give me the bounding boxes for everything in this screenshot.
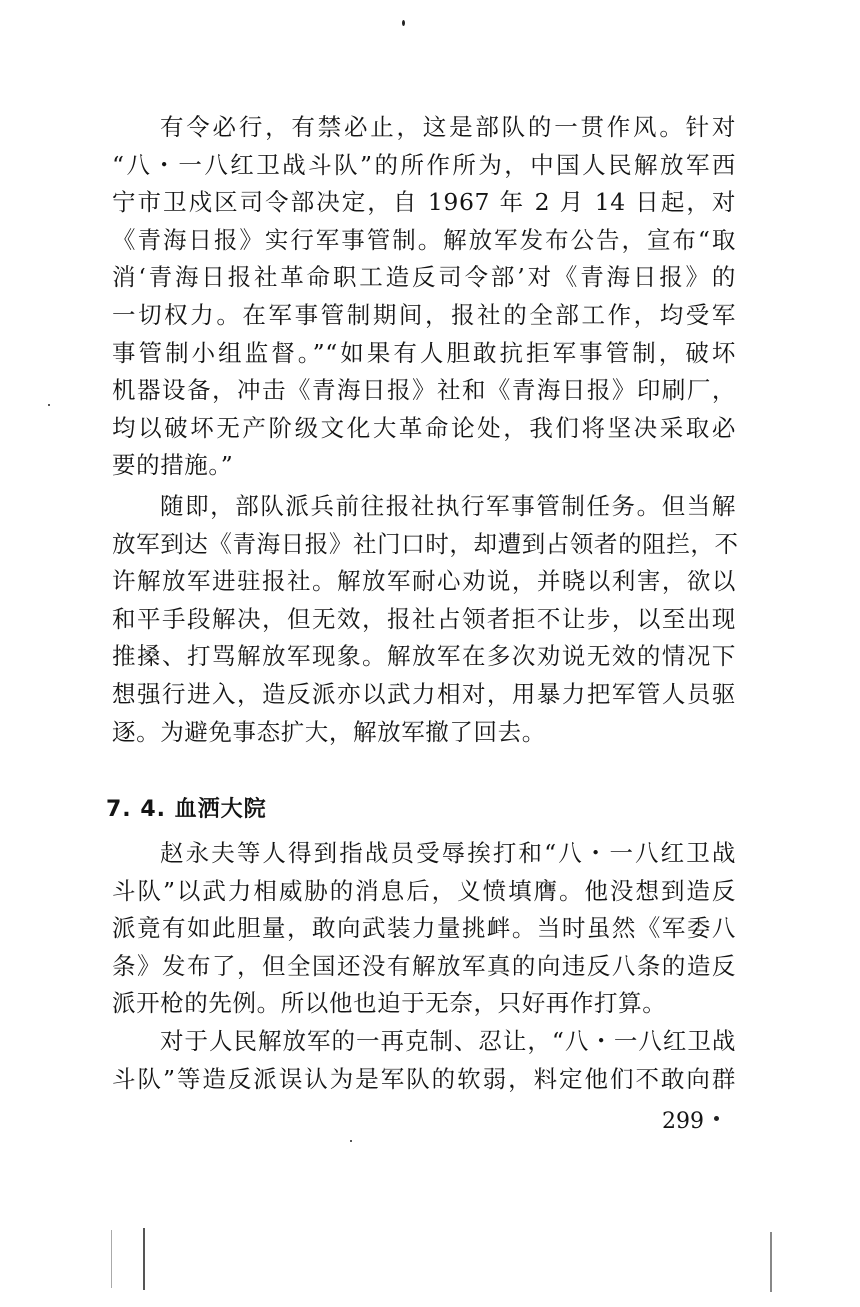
text-line: 放军到达《青海日报》社门口时，却遭到占领者的阻拦，不: [112, 529, 739, 558]
text-line: 赵永夫等人得到指战员受辱挨打和“八・一八红卫战: [160, 839, 736, 867]
text-line: 想强行进入，造反派亦以武力相对，用暴力把军管人员驱: [112, 679, 736, 708]
text-line: 有令必行，有禁必止，这是部队的一贯作风。针对: [160, 113, 736, 141]
text-line: 派开枪的先例。所以他也迫于无奈，只好再作打算。: [112, 989, 667, 1018]
paragraph-2: [112, 488, 739, 751]
scan-edge-line: [111, 1230, 112, 1288]
text-line: 派竟有如此胆量，敢向武装力量挑衅。当时虽然《军委八: [112, 914, 736, 943]
text-line: 和平手段解决，但无效，报社占领者拒不让步，以至出现: [112, 604, 736, 633]
text-line: “八・一八红卫战斗队”的所作所为，中国人民解放军西: [112, 150, 736, 179]
page-number-bullet: [714, 1116, 719, 1121]
text-line: 一切权力。在军事管制期间，报社的全部工作，均受军: [112, 300, 736, 329]
scan-dot-mark: [350, 1140, 352, 1142]
scan-edge-line: [143, 1228, 145, 1290]
text-line: 斗队”以武力相威胁的消息后，义愤填膺。他没想到造反: [112, 876, 736, 905]
section-heading: 7. 4. 血洒大院: [106, 797, 267, 822]
text-line: 消‘青海日报社革命职工造反司令部’对《青海日报》的: [112, 263, 736, 292]
paragraph-1: [112, 109, 736, 485]
scan-edge-line: [770, 1232, 772, 1292]
paragraph-3: [112, 835, 736, 1023]
text-line: 宁市卫戍区司令部决定，自 1967 年 2 月 14 日起，对: [112, 188, 736, 217]
scan-dot-mark: [402, 20, 405, 26]
text-line: 逐。为避免事态扩大，解放军撤了回去。: [112, 717, 546, 746]
page-number: 299: [662, 1109, 704, 1134]
paragraph-4: [112, 1023, 736, 1098]
text-line: 条》发布了，但全国还没有解放军真的向违反八条的造反: [112, 951, 736, 980]
text-line: 推搡、打骂解放军现象。解放军在多次劝说无效的情况下: [112, 642, 736, 671]
text-line: 均以破坏无产阶级文化大革命论处，我们将坚决采取必: [112, 413, 736, 442]
text-line: 许解放军进驻报社。解放军耐心劝说，并晓以利害，欲以: [112, 567, 736, 596]
text-line: 要的措施。”: [112, 451, 234, 480]
text-line: 机器设备，冲击《青海日报》社和《青海日报》印刷厂，: [112, 376, 736, 405]
text-line: 事管制小组监督。”“如果有人胆敢抗拒军事管制，破坏: [112, 338, 736, 367]
text-line: 《青海日报》实行军事管制。解放军发布公告，宣布“取: [112, 225, 736, 254]
text-line: 对于人民解放军的一再克制、忍让，“八・一八红卫战: [160, 1027, 736, 1055]
text-line: 斗队”等造反派误认为是军队的软弱，料定他们不敢向群: [112, 1064, 736, 1093]
scan-dot-mark: [48, 404, 50, 406]
text-line: 随即，部队派兵前往报社执行军事管制任务。但当解: [160, 492, 736, 520]
